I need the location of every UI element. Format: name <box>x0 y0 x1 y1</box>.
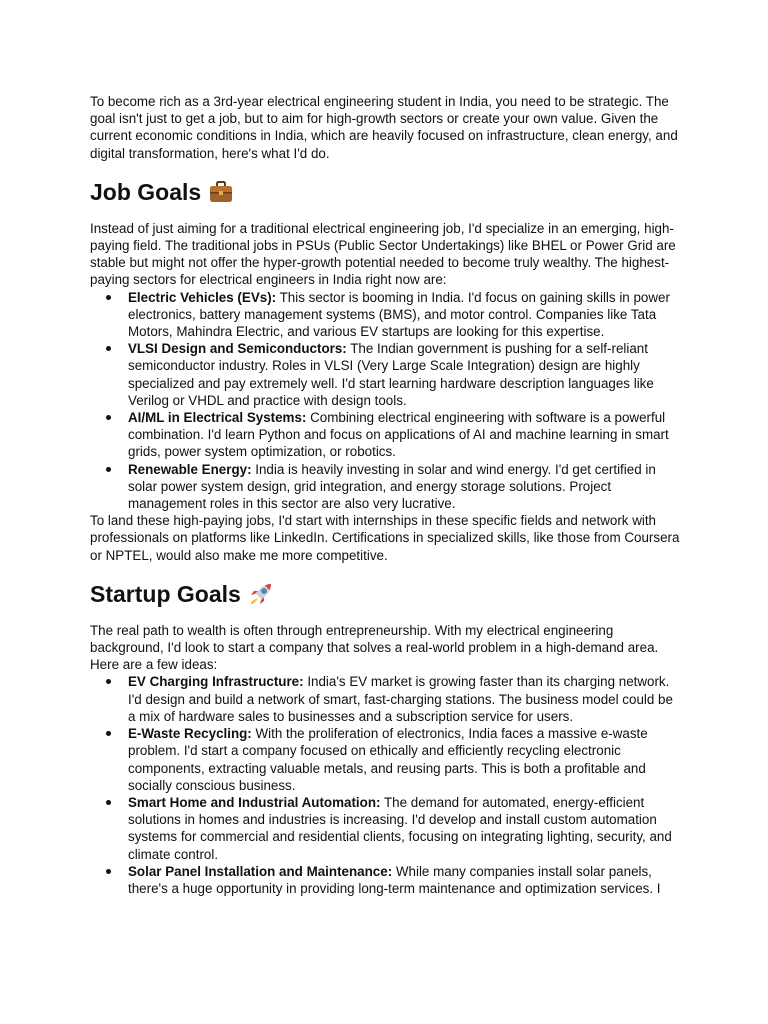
list-item-text: The demand for automated, energy-efficient solutions in homes and industries is increasing. I'd develop and install custom automation systems for commercial and residential clients, focusing on integrating lighting, security, and climate control. <box>128 794 672 862</box>
list-item <box>90 340 682 409</box>
list-item-term: AI/ML in Electrical Systems: <box>128 410 307 426</box>
list-item-term: Solar Panel Installation and Maintenance: <box>128 863 393 879</box>
list-item-text: India is heavily investing in solar and wind energy. I'd get certified in solar power system design, grid integration, and energy storage solutions. Project management roles in this sector are also very lucrative. <box>128 461 656 512</box>
startup-ideas-list <box>90 673 682 897</box>
document-page <box>90 93 682 897</box>
list-item <box>90 863 682 897</box>
intro-paragraph: To become rich as a 3rd-year electrical engineering student in India, you need to be strategic. The goal isn't just to get a job, but to aim for high-growth sectors or create your own value. Given the current economic conditions in India, which are heavily focused on infrastructure, clean energy, and digital transformation, here's what I'd do. <box>90 94 678 161</box>
startup-goals-title: Startup Goals <box>90 580 241 607</box>
list-item <box>90 461 682 513</box>
job-intro-paragraph: Instead of just aiming for a traditional electrical engineering job, I'd specialize in an emerging, high-paying field. The traditional jobs in PSUs (Public Sector Undertakings) like BHEL or Power Grid are stable but might not offer the hyper-growth potential needed to become truly wealthy. The highest-paying sectors for electrical engineers in India right now are: <box>90 220 676 288</box>
list-item <box>90 409 682 461</box>
list-item-term: Electric Vehicles (EVs): <box>128 289 277 305</box>
job-outro-paragraph: To land these high-paying jobs, I'd start with internships in these specific fields and network with professionals on platforms like LinkedIn. Certifications in specialized skills, like those from Coursera or NPTEL, would also make me more competitive. <box>90 513 680 563</box>
briefcase-icon <box>208 179 234 205</box>
startup-goals-heading <box>90 580 682 608</box>
list-item-text: With the proliferation of electronics, India faces a massive e-waste problem. I'd start a company focused on ethically and efficiently recycling electronic components, extracting valuable metals, and reusing parts. This is both a profitable and socially conscious business. <box>128 726 648 793</box>
list-item-text: Combining electrical engineering with software is a powerful combination. I'd learn Python and focus on applications of AI and machine learning in smart grids, power system optimization, or robotics. <box>128 410 669 460</box>
list-item <box>90 794 682 863</box>
job-goals-title: Job Goals <box>90 178 202 205</box>
list-item <box>90 673 682 725</box>
list-item-term: VLSI Design and Semiconductors: <box>128 341 347 357</box>
list-item-text: While many companies install solar panels, there's a huge opportunity in providing long-term maintenance and optimization services. I <box>128 863 661 896</box>
list-item <box>90 725 682 794</box>
list-item-term: EV Charging Infrastructure: <box>128 674 304 690</box>
list-item-text: The Indian government is pushing for a self-reliant semiconductor industry. Roles in VLSI (Very Large Scale Integration) design are highly specialized and pay extremely well. I'd start learning hardware description languages like Verilog or VHDL and practice with design tools. <box>128 341 654 408</box>
list-item-term: Smart Home and Industrial Automation: <box>128 794 381 810</box>
startup-intro-paragraph: The real path to wealth is often through entrepreneurship. With my electrical engineering background, I'd look to start a company that solves a real-world problem in a high-demand area. Here are a few ideas: <box>90 622 659 673</box>
job-sectors-list <box>90 289 682 513</box>
list-item-term: Renewable Energy: <box>128 461 252 477</box>
list-item-text: India's EV market is growing faster than its charging network. I'd design and build a network of smart, fast-charging stations. The business model could be a mix of hardware sales to businesses and a subscription service for users. <box>128 674 673 724</box>
rocket-icon <box>248 581 274 607</box>
list-item-text: This sector is booming in India. I'd focus on gaining skills in power electronics, battery management systems (BMS), and motor control. Companies like Tata Motors, Mahindra Electric, and various EV startups are looking for this expertise. <box>128 289 670 340</box>
list-item <box>90 289 682 341</box>
list-item-term: E-Waste Recycling: <box>128 726 252 742</box>
job-goals-heading <box>90 178 682 206</box>
